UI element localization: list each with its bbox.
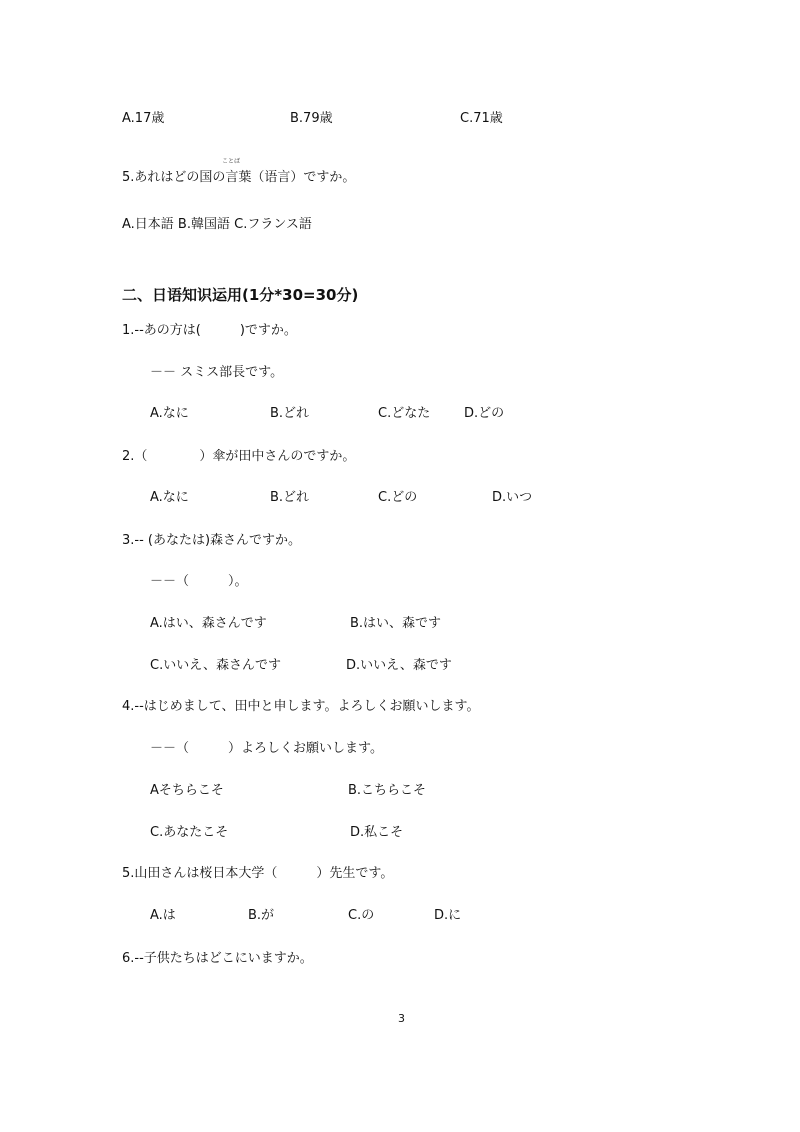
option-a: A.なに xyxy=(150,490,189,505)
section-heading: 二、日语知识运用(1分*30=30分) xyxy=(122,286,359,304)
option-a: A.なに xyxy=(150,406,189,421)
option-a: Aそちらこそ xyxy=(150,783,224,798)
question-2-stem: 2.（ ）傘が田中さんのですか。 xyxy=(122,449,356,464)
option-d: D.私こそ xyxy=(350,825,404,840)
question-stem: 5.あれはどの国の言葉（语言）ですか。 xyxy=(122,170,356,185)
question-3-answer: －－（ ）。 xyxy=(150,574,248,589)
question-3-stem: 3.-- (あなたは)森さんですか。 xyxy=(122,533,302,548)
option-a: A.は xyxy=(150,908,176,923)
page-number: 3 xyxy=(398,1012,405,1025)
option-d: D.いつ xyxy=(492,490,533,505)
option-c: C.の xyxy=(348,908,375,923)
option-b: B.79歳 xyxy=(290,111,333,126)
option-a: A.はい、森さんです xyxy=(150,616,267,631)
option-c: C.いいえ、森さんです xyxy=(150,658,281,673)
question-1-answer: －－ スミス部長です。 xyxy=(150,365,284,380)
question-6-stem: 6.--子供たちはどこにいますか。 xyxy=(122,951,313,966)
option-c: C.どなた xyxy=(378,406,431,421)
option-b: B.はい、森です xyxy=(350,616,442,631)
option-b: B.が xyxy=(248,908,275,923)
option-d: D.に xyxy=(434,908,462,923)
option-d: D.どの xyxy=(464,406,505,421)
option-d: D.いいえ、森です xyxy=(346,658,452,673)
question-5-stem: 5.山田さんは桜日本大学（ ）先生です。 xyxy=(122,866,394,881)
option-b: B.こちらこそ xyxy=(348,783,427,798)
option-c: C.どの xyxy=(378,490,418,505)
option-a: A.17歳 xyxy=(122,111,165,126)
question-4-stem: 4.--はじめまして、田中と申します。よろしくお願いします。 xyxy=(122,699,480,714)
option-b: B.どれ xyxy=(270,406,310,421)
ruby-annotation: ことば xyxy=(222,158,241,165)
question-4-answer: －－（ ）よろしくお願いします。 xyxy=(150,741,383,756)
option-c: C.71歳 xyxy=(460,111,503,126)
option-c: C.あなたこそ xyxy=(150,825,229,840)
question-1-stem: 1.--あの方は( )ですか。 xyxy=(122,323,297,338)
option-row: A.日本語 B.韓国語 C.フランス語 xyxy=(122,217,312,232)
option-b: B.どれ xyxy=(270,490,310,505)
